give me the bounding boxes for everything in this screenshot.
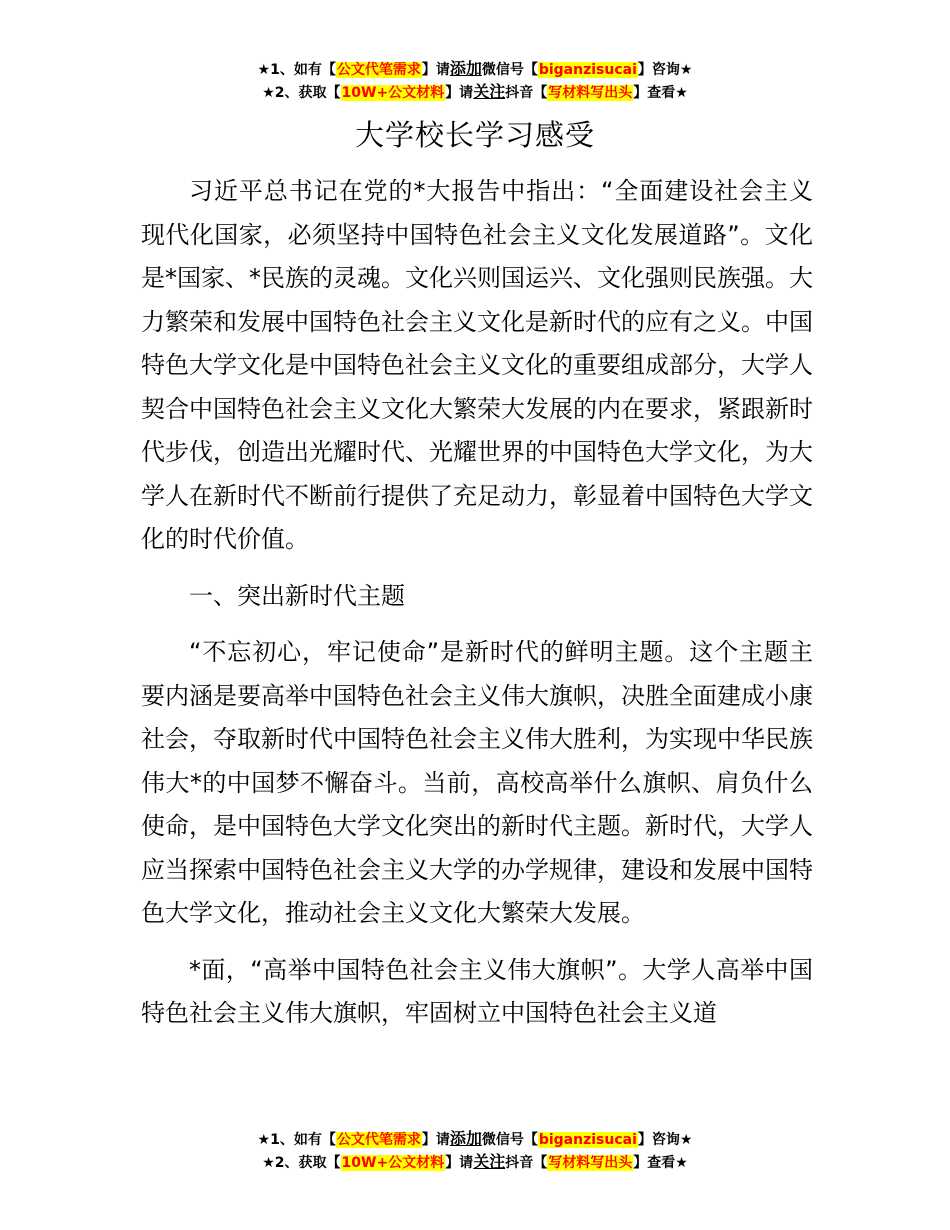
paragraph: *面，“高举中国特色社会主义伟大旗帜”。大学人高举中国特色社会主义伟大旗帜，牢固树立中国特色社会主义道 [141, 955, 813, 1027]
banner-highlight: 10W+公文材料 [341, 85, 445, 101]
banner-text: 】请 [421, 1132, 450, 1148]
banner-line-2 [0, 81, 950, 104]
banner-underline: 关注 [473, 82, 506, 101]
banner-text: 】请 [445, 1155, 474, 1171]
banner-highlight: 10W+公文材料 [341, 1155, 445, 1171]
star-icon: ★ [257, 62, 271, 78]
document-title: 大学校长学习感受 [354, 118, 595, 152]
banner-text: 】请 [445, 85, 474, 101]
banner-highlight: biganzisucai [538, 62, 637, 78]
banner-text: 抖音【 [505, 85, 548, 101]
banner-line-2 [0, 1151, 950, 1174]
banner-text: 】查看 [633, 85, 676, 101]
banner-line-1 [0, 58, 950, 81]
banner-highlight: 写材料写出头 [548, 1155, 633, 1171]
banner-underline: 添加 [449, 1129, 482, 1148]
banner-text: 微信号【 [481, 1132, 538, 1148]
star-icon: ★ [675, 85, 688, 101]
paragraph: “不忘初心，牢记使命”是新时代的鲜明主题。这个主题主要内涵是要高举中国特色社会主义伟大旗帜，决胜全面建成小康社会，夺取新时代中国特色社会主义伟大胜利，为实现中华民族伟大*的中国梦不懈奋斗。当前，高校高举什么旗帜、肩负什么使命，是中国特色大学文化突出的新时代主题。新时代，大学人应当探索中国特色社会主义大学的办学规律，建设和发展中国特色大学文化，推动社会主义文化大繁荣大发展。 [141, 638, 813, 927]
star-icon: ★ [257, 1132, 271, 1148]
banner-text: 2、获取【 [274, 1155, 341, 1171]
banner-highlight: 写材料写出头 [548, 85, 633, 101]
banner-text: 抖音【 [505, 1155, 548, 1171]
star-icon: ★ [675, 1155, 688, 1171]
banner-highlight: 公文代笔需求 [336, 1132, 421, 1148]
banner-text: 1、如有【 [270, 62, 336, 78]
header-banner [0, 58, 950, 104]
banner-text: 2、获取【 [274, 85, 341, 101]
banner-text: 微信号【 [481, 62, 538, 78]
star-icon: ★ [679, 62, 693, 78]
banner-text: 】查看 [633, 1155, 676, 1171]
banner-underline: 关注 [473, 1152, 506, 1171]
star-icon: ★ [679, 1132, 693, 1148]
paragraph: 习近平总书记在党的*大报告中指出：“全面建设社会主义现代化国家，必须坚持中国特色社会主义文化发展道路”。文化是*国家、*民族的灵魂。文化兴则国运兴、文化强则民族强。大力繁荣和发展中国特色社会主义文化是新时代的应有之义。中国特色大学文化是中国特色社会主义文化的重要组成部分，大学人契合中国特色社会主义文化大繁荣大发展的内在要求，紧跟新时代步伐，创造出光耀时代、光耀世界的中国特色大学文化，为大学人在新时代不断前行提供了充足动力，彰显着中国特色大学文化的时代价值。 [141, 177, 813, 553]
banner-highlight: 公文代笔需求 [336, 62, 421, 78]
section-heading: 一、突出新时代主题 [189, 581, 405, 610]
banner-text: 】请 [421, 62, 450, 78]
document-body [141, 170, 813, 1049]
banner-text: 】咨询 [637, 1132, 680, 1148]
banner-text: 1、如有【 [270, 1132, 336, 1148]
banner-text: 】咨询 [637, 62, 680, 78]
star-icon: ★ [262, 85, 275, 101]
banner-line-1 [0, 1128, 950, 1151]
footer-banner [0, 1128, 950, 1174]
banner-underline: 添加 [449, 59, 482, 78]
banner-highlight: biganzisucai [538, 1132, 637, 1148]
star-icon: ★ [262, 1155, 275, 1171]
